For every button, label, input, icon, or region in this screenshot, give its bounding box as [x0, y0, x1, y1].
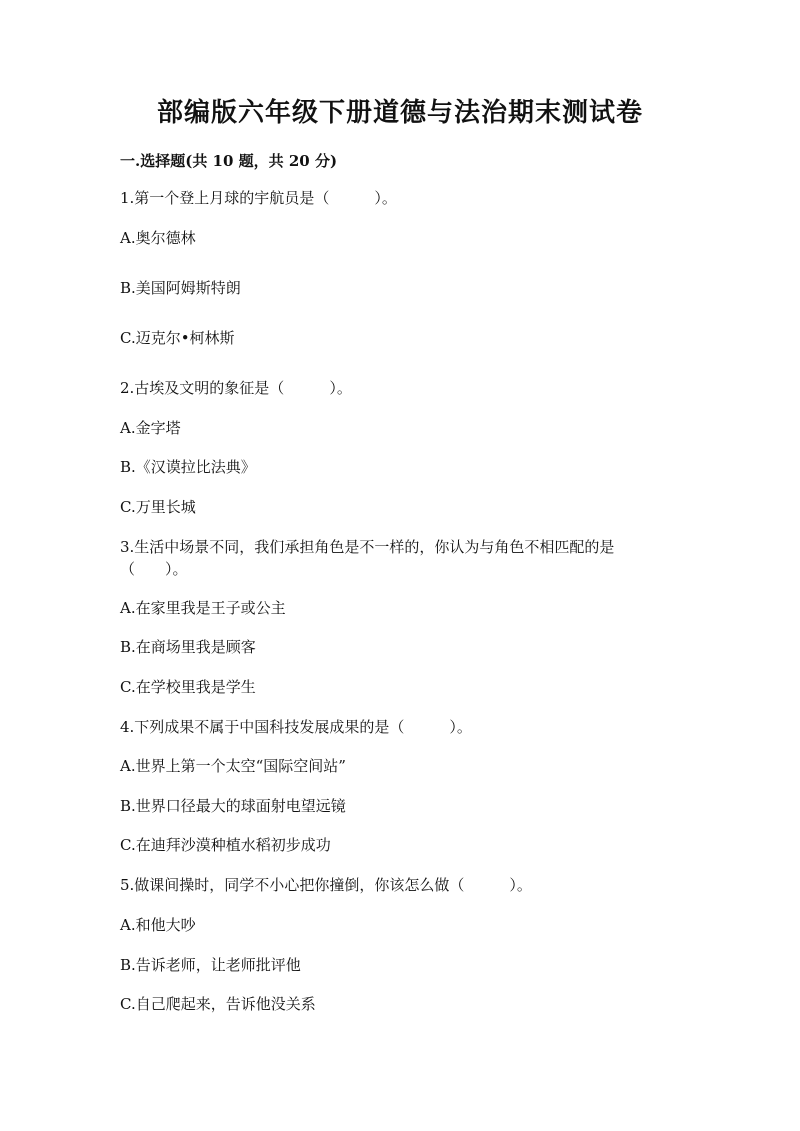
- question-5-option-b: B.告诉老师，让老师批评他: [120, 956, 301, 974]
- question-2-stem: 2.古埃及文明的象征是（ ）。: [120, 379, 352, 397]
- question-3-stem-line-2: （ ）。: [120, 560, 188, 578]
- question-3-option-c: C.在学校里我是学生: [120, 678, 256, 696]
- question-3-option-b: B.在商场里我是顾客: [120, 638, 256, 656]
- question-4-option-b: B.世界口径最大的球面射电望远镜: [120, 797, 346, 815]
- question-2-option-a: A.金字塔: [120, 419, 181, 437]
- page-title: 部编版六年级下册道德与法治期末测试卷: [156, 98, 643, 128]
- question-5-option-c: C.自己爬起来，告诉他没关系: [120, 995, 316, 1013]
- question-1-option-c: C.迈克尔•柯林斯: [120, 329, 235, 347]
- question-1-option-b: B.美国阿姆斯特朗: [120, 279, 241, 297]
- question-3-stem-line-1: 3.生活中场景不同，我们承担角色是不一样的，你认为与角色不相匹配的是: [120, 538, 615, 556]
- question-3-option-a: A.在家里我是王子或公主: [120, 599, 286, 617]
- question-4-option-c: C.在迪拜沙漠种植水稻初步成功: [120, 836, 331, 854]
- question-4-option-a: A.世界上第一个太空“国际空间站”: [120, 757, 346, 775]
- section-heading: 一.选择题(共 10 题，共 20 分): [120, 152, 338, 170]
- question-2-option-c: C.万里长城: [120, 498, 196, 516]
- question-5-option-a: A.和他大吵: [120, 916, 196, 934]
- question-1-option-a: A.奥尔德林: [120, 229, 196, 247]
- question-1-stem: 1.第一个登上月球的宇航员是（ ）。: [120, 189, 397, 207]
- question-2-option-b: B.《汉谟拉比法典》: [120, 458, 256, 476]
- question-5-stem: 5.做课间操时，同学不小心把你撞倒，你该怎么做（ ）。: [120, 876, 532, 894]
- question-4-stem: 4.下列成果不属于中国科技发展成果的是（ ）。: [120, 718, 472, 736]
